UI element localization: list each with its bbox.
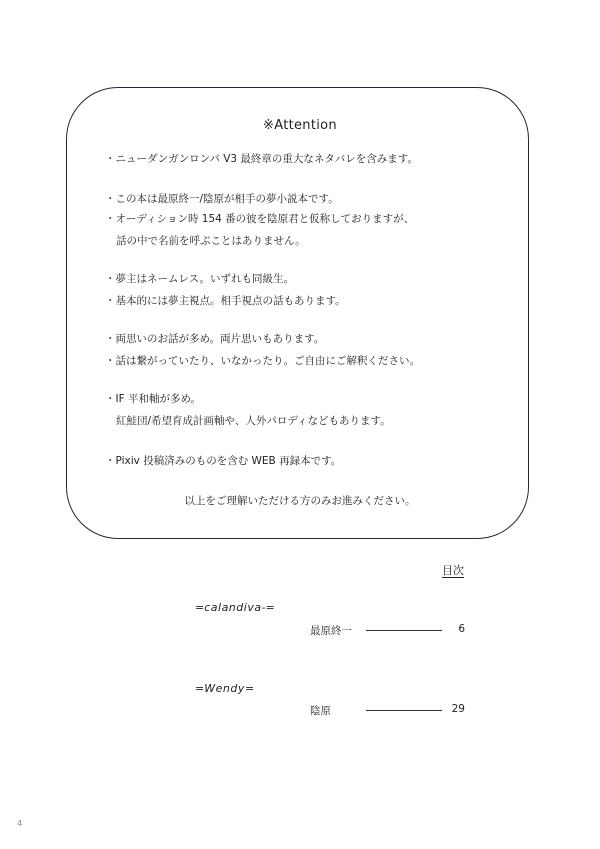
toc-entry-page: 29: [451, 703, 465, 715]
toc-section-name: Wendy: [204, 682, 245, 695]
toc-entry-character: 最原終一: [310, 625, 352, 637]
toc-section-prefix: =: [195, 601, 205, 614]
attention-line: ・この本は最原終一/陰原が相手の夢小説本です。: [105, 193, 339, 205]
attention-line: ・ニューダンガンロンパ V3 最終章の重大なネタバレを含みます。: [105, 153, 418, 165]
attention-closing: 以上をご理解いただける方のみお進みください。: [184, 495, 416, 507]
toc-entry-character: 陰原: [310, 705, 331, 717]
toc-heading: 目次: [442, 564, 464, 577]
toc-section-suffix: =: [244, 682, 255, 695]
toc-section-prefix: =: [195, 682, 205, 695]
toc-section-title: [195, 601, 275, 614]
attention-line: ・両思いのお話が多め。両片思いもあります。: [105, 333, 325, 345]
attention-line: ・Pixiv 投稿済みのものを含む WEB 再録本です。: [105, 455, 342, 467]
attention-line: ・話は繋がっていたり、いなかったり。ご自由にご解釈ください。: [105, 355, 420, 367]
attention-line: ・IF 平和軸が多め。: [105, 393, 202, 405]
attention-line: ・夢主はネームレス。いずれも同級生。: [105, 273, 294, 285]
attention-line: ・基本的には夢主視点。相手視点の話もあります。: [105, 295, 346, 307]
toc-entry-page: 6: [458, 623, 465, 635]
toc-section-suffix: -=: [261, 601, 275, 614]
attention-title: ※Attention: [263, 118, 337, 133]
attention-line: ・オーディション時 154 番の彼を陰原君と仮称しておりますが、: [105, 213, 415, 225]
toc-leader-line: [366, 710, 442, 711]
attention-line: 話の中で名前を呼ぶことはありません。: [116, 235, 306, 247]
page-number: 4: [17, 819, 23, 828]
attention-line: 紅鮭団/希望育成計画軸や、人外パロディなどもあります。: [116, 415, 391, 427]
toc-section-title: [195, 682, 254, 695]
toc-section-name: calandiva: [204, 601, 262, 614]
toc-leader-line: [366, 630, 442, 631]
